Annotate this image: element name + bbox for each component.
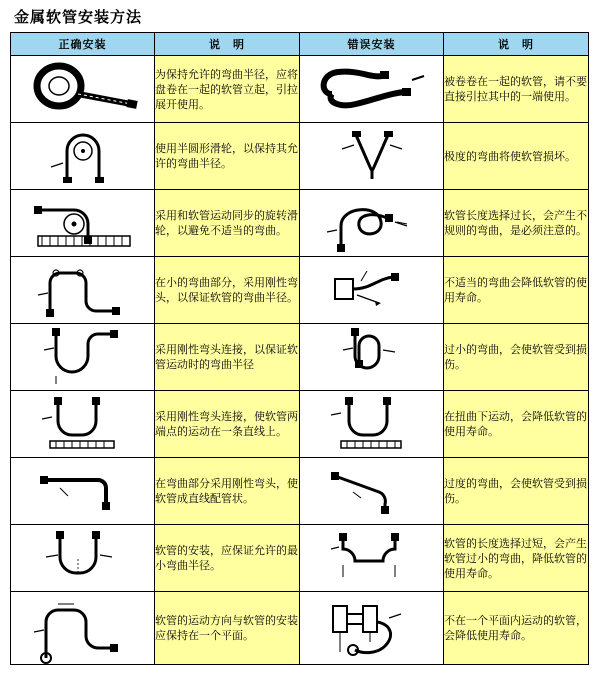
note-cell-wrong: 软管的长度选择过短，会产生软管过小的弯曲，降低软管的使用寿命。 [444,525,589,592]
rigid-elbows-both-ends-straight-line-motion-icon [20,395,145,453]
improper-bend-near-fitting-icon [309,261,434,319]
rigid-elbow-connection-large-radius-loop-icon [20,326,145,388]
figure-cell-wrong [300,324,444,391]
note-cell-wrong: 极度的弯曲将使软管损坏。 [444,123,589,190]
note-cell-correct: 采用刚性弯头连接，使软管两端点的运动在一条直线上。 [155,391,300,458]
hose-with-synchronized-rotating-pulley-and-chain-icon [18,194,148,252]
header-correct-note: 说 明 [155,33,300,56]
table-row [11,592,589,665]
figure-cell-wrong [300,391,444,458]
note-cell-wrong: 被卷卷在一起的软管，请不要直接引拉其中的一端使用。 [444,56,589,123]
too-small-bend-radius-loop-icon [309,326,434,388]
rigid-elbow-at-small-bend-section-icon [20,261,145,319]
note-cell-wrong: 在扭曲下运动，会降低软管的使用寿命。 [444,391,589,458]
coiled-hose-standing-upright-icon [23,60,143,118]
hose-sharply-bent-v-shape-icon [312,127,432,185]
figure-cell-wrong [300,525,444,592]
table-row [11,123,589,190]
figure-cell-correct [11,123,155,190]
note-cell-wrong: 不在一个平面内运动的软管，会降低使用寿命。 [444,592,589,665]
table-row [11,56,589,123]
page-title: 金属软管安装方法 [14,8,143,26]
table-row [11,458,589,525]
figure-cell-correct [11,592,155,665]
note-cell-wrong: 过小的弯曲，会使软管受到损伤。 [444,324,589,391]
note-cell-wrong: 过度的弯曲，会使软管受到损伤。 [444,458,589,525]
figure-cell-wrong [300,190,444,257]
figure-cell-correct [11,391,155,458]
hose-over-semicircular-sheave-icon [23,127,143,185]
figure-cell-correct [11,190,155,257]
note-cell-correct: 使用半圆形滑轮，以保持其允许的弯曲半径。 [155,123,300,190]
table-row [11,525,589,592]
hose-motion-direction-in-same-plane-as-installation-icon [20,592,145,664]
figure-cell-correct [11,56,155,123]
table-row [11,324,589,391]
figure-cell-wrong [300,592,444,665]
note-cell-correct: 软管的运动方向与软管的安装应保持在一个平面。 [155,592,300,665]
hose-moving-out-of-plane-icon [309,592,434,664]
hose-installation-table [10,32,589,665]
excessive-bend-at-elbow-icon [309,466,434,516]
figure-cell-correct [11,257,155,324]
table-row [11,257,589,324]
figure-cell-correct [11,458,155,525]
figure-cell-correct [11,324,155,391]
note-cell-correct: 采用和软管运动同步的旋转滑轮，以避免不适当的弯曲。 [155,190,300,257]
header-correct-image: 正确安装 [11,33,155,56]
rigid-elbow-straight-pipe-layout-icon [20,466,145,516]
table-body [11,56,589,665]
figure-cell-wrong [300,257,444,324]
figure-cell-wrong [300,123,444,190]
table-row [11,391,589,458]
table-row [11,190,589,257]
hose-twisted-u-bend-motion-icon [309,395,434,453]
header-wrong-note: 说 明 [444,33,589,56]
hose-too-long-small-bend-radius-icon [309,529,434,587]
figure-cell-wrong [300,56,444,123]
note-cell-correct: 软管的安装，应保证允许的最小弯曲半径。 [155,525,300,592]
note-cell-wrong: 软管长度选择过长，会产生不规则的弯曲，是必须注意的。 [444,190,589,257]
note-cell-correct: 在小的弯曲部分，采用刚性弯头，以保证软管的弯曲半径。 [155,257,300,324]
note-cell-wrong: 不适当的弯曲会降低软管的使用寿命。 [444,257,589,324]
hose-too-long-irregular-loop-icon [307,192,437,254]
figure-cell-correct [11,525,155,592]
coiled-hose-pulled-from-middle-icon [312,60,432,118]
note-cell-correct: 采用刚性弯头连接，以保证软管运动时的弯曲半径 [155,324,300,391]
table-header-row [11,33,589,56]
figure-cell-wrong [300,458,444,525]
header-wrong-image: 错误安装 [300,33,444,56]
hose-installed-with-minimum-allowed-bend-radius-icon [20,529,145,587]
note-cell-correct: 在弯曲部分采用刚性弯头，使软管成直线配管状。 [155,458,300,525]
note-cell-correct: 为保持允许的弯曲半径，应将盘卷在一起的软管立起，引拉展开使用。 [155,56,300,123]
